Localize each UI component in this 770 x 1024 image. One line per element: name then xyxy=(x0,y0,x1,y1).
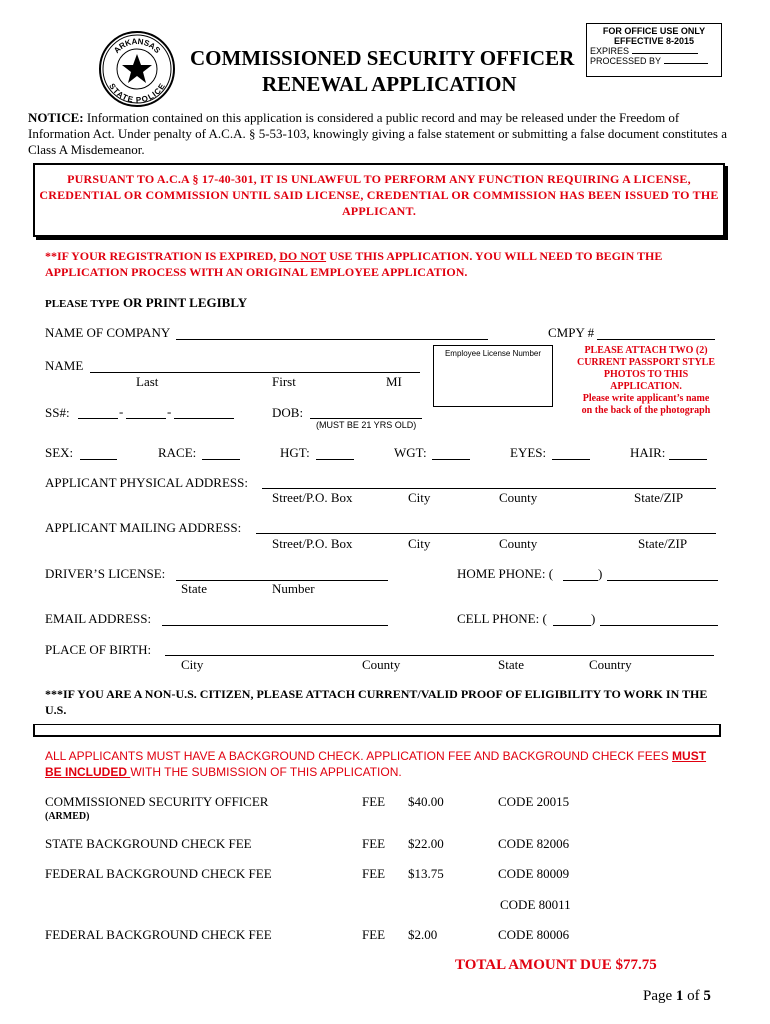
fee-row-1-name: COMMISSIONED SECURITY OFFICER xyxy=(45,794,269,809)
birth-city-caption: City xyxy=(181,657,204,672)
seal-top-text: ARKANSAS xyxy=(112,36,162,56)
ss-field-2[interactable] xyxy=(126,418,166,419)
photo-note-1: PLEASE ATTACH TWO (2) xyxy=(584,345,708,356)
notice-label: NOTICE: xyxy=(28,110,84,125)
name-last-caption: Last xyxy=(136,374,159,389)
company-label: NAME OF COMPANY xyxy=(45,325,171,340)
photo-note-2: CURRENT PASSPORT STYLE xyxy=(576,357,716,368)
mailing-street-caption: Street/P.O. Box xyxy=(272,536,353,551)
fee-note xyxy=(45,748,720,780)
fee-row-5-name: FEDERAL BACKGROUND CHECK FEE xyxy=(45,927,272,942)
ss-dash-2: - xyxy=(167,404,172,419)
home-phone-label: HOME PHONE: ( xyxy=(457,566,554,581)
dob-note: (MUST BE 21 YRS OLD) xyxy=(316,420,417,430)
name-mi-caption: MI xyxy=(386,374,402,389)
eyes-label: EYES: xyxy=(510,445,547,460)
photo-note-6: on the back of the photograph xyxy=(581,405,711,416)
office-use-title: FOR OFFICE USE ONLY xyxy=(602,26,706,36)
mailing-county-caption: County xyxy=(499,536,538,551)
photo-note-5: Please write applicant’s name xyxy=(582,393,710,404)
physical-county-caption: County xyxy=(499,490,538,505)
fee-row-1-code: CODE 20015 xyxy=(498,794,570,809)
hgt-field[interactable] xyxy=(316,459,354,460)
sex-label: SEX: xyxy=(45,445,74,460)
page-of: of xyxy=(683,988,704,1004)
physical-city-caption: City xyxy=(408,490,431,505)
cell-phone-paren-close: ) xyxy=(591,611,596,626)
fee-note-end: WITH THE SUBMISSION OF THIS APPLICATION. xyxy=(130,765,402,779)
physical-statezip-caption: State/ZIP xyxy=(634,490,684,505)
wgt-label: WGT: xyxy=(394,445,427,460)
mailing-city-caption: City xyxy=(408,536,431,551)
office-use-box xyxy=(586,23,722,77)
fee-row-3-amount: $13.75 xyxy=(408,866,444,881)
seal-bottom-text: STATE POLICE xyxy=(107,81,167,105)
office-expires-label: EXPIRES xyxy=(590,46,630,56)
dob-field[interactable] xyxy=(310,418,422,419)
cell-phone-number-field[interactable] xyxy=(600,625,718,626)
fee-row-2-amount: $22.00 xyxy=(408,836,444,851)
page-total: 5 xyxy=(703,988,711,1004)
fee-row-2-code: CODE 82006 xyxy=(498,836,570,851)
name-label: NAME xyxy=(45,358,84,373)
physical-address-field[interactable] xyxy=(262,488,716,489)
page-label: Page xyxy=(643,988,676,1004)
fee-note-start: ALL APPLICANTS MUST HAVE A BACKGROUND CHECK. APPLICATION FEE AND BACKGROUND CHECK FEES xyxy=(45,749,673,763)
physical-address-label: APPLICANT PHYSICAL ADDRESS: xyxy=(45,475,248,490)
cmpy-label: CMPY # xyxy=(548,325,595,340)
name-first-caption: First xyxy=(272,374,296,389)
office-effective: EFFECTIVE 8-2015 xyxy=(613,36,695,46)
notice-paragraph xyxy=(28,110,733,158)
drivers-state-caption: State xyxy=(181,581,207,596)
fee-row-2-name: STATE BACKGROUND CHECK FEE xyxy=(45,836,252,851)
unlawful-warning-box xyxy=(33,163,725,237)
sex-field[interactable] xyxy=(80,459,117,460)
cell-phone-area-field[interactable] xyxy=(553,625,591,626)
ss-dash-1: - xyxy=(119,404,124,419)
ss-field-3[interactable] xyxy=(174,418,234,419)
wgt-field[interactable] xyxy=(432,459,470,460)
physical-street-caption: Street/P.O. Box xyxy=(272,490,353,505)
name-field[interactable] xyxy=(90,372,420,373)
page-current: 1 xyxy=(675,988,684,1004)
print-legibly-note xyxy=(45,294,247,312)
mailing-address-field[interactable] xyxy=(256,533,716,534)
expired-note xyxy=(45,248,725,280)
office-processed-label: PROCESSED BY xyxy=(590,56,662,66)
fee-note-must: MUST BE INCLUDED xyxy=(45,749,707,779)
fee-row-3-fee: FEE xyxy=(362,866,386,881)
company-field[interactable] xyxy=(176,339,488,340)
fee-row-2-fee: FEE xyxy=(362,836,386,851)
form-title: COMMISSIONED SECURITY OFFICER xyxy=(190,46,575,70)
home-phone-area-field[interactable] xyxy=(563,580,598,581)
fee-row-3-code: CODE 80009 xyxy=(498,866,570,881)
print-note-part1: PLEASE TYPE xyxy=(45,298,120,310)
non-citizen-note: ***IF YOU ARE A NON-U.S. CITIZEN, PLEASE ATTACH CURRENT/VALID PROOF OF ELIGIBILITY TO WORK IN THE U.S. xyxy=(45,687,708,717)
page-indicator xyxy=(643,988,711,1005)
hgt-label: HGT: xyxy=(280,445,310,460)
photo-note xyxy=(562,345,730,417)
state-police-seal xyxy=(98,30,176,108)
birth-country-caption: Country xyxy=(589,657,632,672)
home-phone-paren-close: ) xyxy=(598,566,603,581)
mailing-statezip-caption: State/ZIP xyxy=(638,536,688,551)
birth-place-label: PLACE OF BIRTH: xyxy=(45,642,152,657)
race-field[interactable] xyxy=(202,459,240,460)
employee-license-box[interactable] xyxy=(433,345,553,407)
eyes-field[interactable] xyxy=(552,459,590,460)
hair-label: HAIR: xyxy=(630,445,666,460)
ss-field-1[interactable] xyxy=(78,418,118,419)
photo-note-3: PHOTOS TO THIS xyxy=(603,369,689,380)
drivers-license-label: DRIVER’S LICENSE: xyxy=(45,566,166,581)
race-label: RACE: xyxy=(158,445,197,460)
fee-row-5-code: CODE 80006 xyxy=(498,927,570,942)
office-processed-blank[interactable] xyxy=(664,63,708,64)
mailing-address-label: APPLICANT MAILING ADDRESS: xyxy=(45,520,242,535)
expired-note-start: **IF YOUR REGISTRATION IS EXPIRED, xyxy=(45,249,280,263)
fee-row-3-name: FEDERAL BACKGROUND CHECK FEE xyxy=(45,866,272,881)
print-note-part2: OR PRINT LEGIBLY xyxy=(119,295,248,310)
unlawful-warning-text: PURSUANT TO A.C.A § 17-40-301, IT IS UNLAWFUL TO PERFORM ANY FUNCTION REQUIRING A LICENSE, CREDENTIAL OR COMMISSION UNTIL SAID LICENSE, CREDENTIAL OR COMMISSION HAS BEEN ISSUED TO THE APPLICANT. xyxy=(39,172,719,218)
fee-row-1-sub: (ARMED) xyxy=(45,811,90,822)
total-amount-due: TOTAL AMOUNT DUE $77.75 xyxy=(455,957,657,973)
cell-phone-label: CELL PHONE: ( xyxy=(457,611,547,626)
office-expires-blank[interactable] xyxy=(632,53,698,54)
ss-label: SS#: xyxy=(45,405,70,420)
fee-row-5-fee: FEE xyxy=(362,927,386,942)
hair-field[interactable] xyxy=(669,459,707,460)
email-field[interactable] xyxy=(162,625,388,626)
birth-place-field[interactable] xyxy=(165,655,714,656)
svg-text:STATE POLICE xyxy=(107,81,167,104)
dob-label: DOB: xyxy=(272,405,304,420)
birth-county-caption: County xyxy=(362,657,401,672)
form-subtitle: RENEWAL APPLICATION xyxy=(262,72,517,96)
drivers-number-caption: Number xyxy=(272,581,315,596)
fee-row-1-fee: FEE xyxy=(362,794,386,809)
expired-note-end: USE THIS APPLICATION. YOU WILL NEED TO BEGIN THE APPLICATION PROCESS WITH AN ORIGINAL EMPLOYEE APPLICATION. xyxy=(45,249,663,279)
home-phone-number-field[interactable] xyxy=(607,580,718,581)
fee-row-1-amount: $40.00 xyxy=(408,794,444,809)
notice-text: Information contained on this application is considered a public record and may be released under the Freedom of Information Act. Under penalty of A.C.A. § 5-53-103, knowingly giving a false statement or submitting a false document constitutes a Class A Misdemeanor. xyxy=(28,110,727,157)
section-divider xyxy=(33,724,721,737)
email-label: EMAIL ADDRESS: xyxy=(45,611,152,626)
fee-row-4-code: CODE 80011 xyxy=(500,897,571,912)
employee-license-label: Employee License Number xyxy=(444,349,542,358)
cmpy-field[interactable] xyxy=(597,339,715,340)
fee-row-5-amount: $2.00 xyxy=(408,927,438,942)
expired-note-do-not: DO NOT xyxy=(279,249,327,263)
photo-note-4: APPLICATION. xyxy=(610,381,682,392)
birth-state-caption: State xyxy=(498,657,524,672)
